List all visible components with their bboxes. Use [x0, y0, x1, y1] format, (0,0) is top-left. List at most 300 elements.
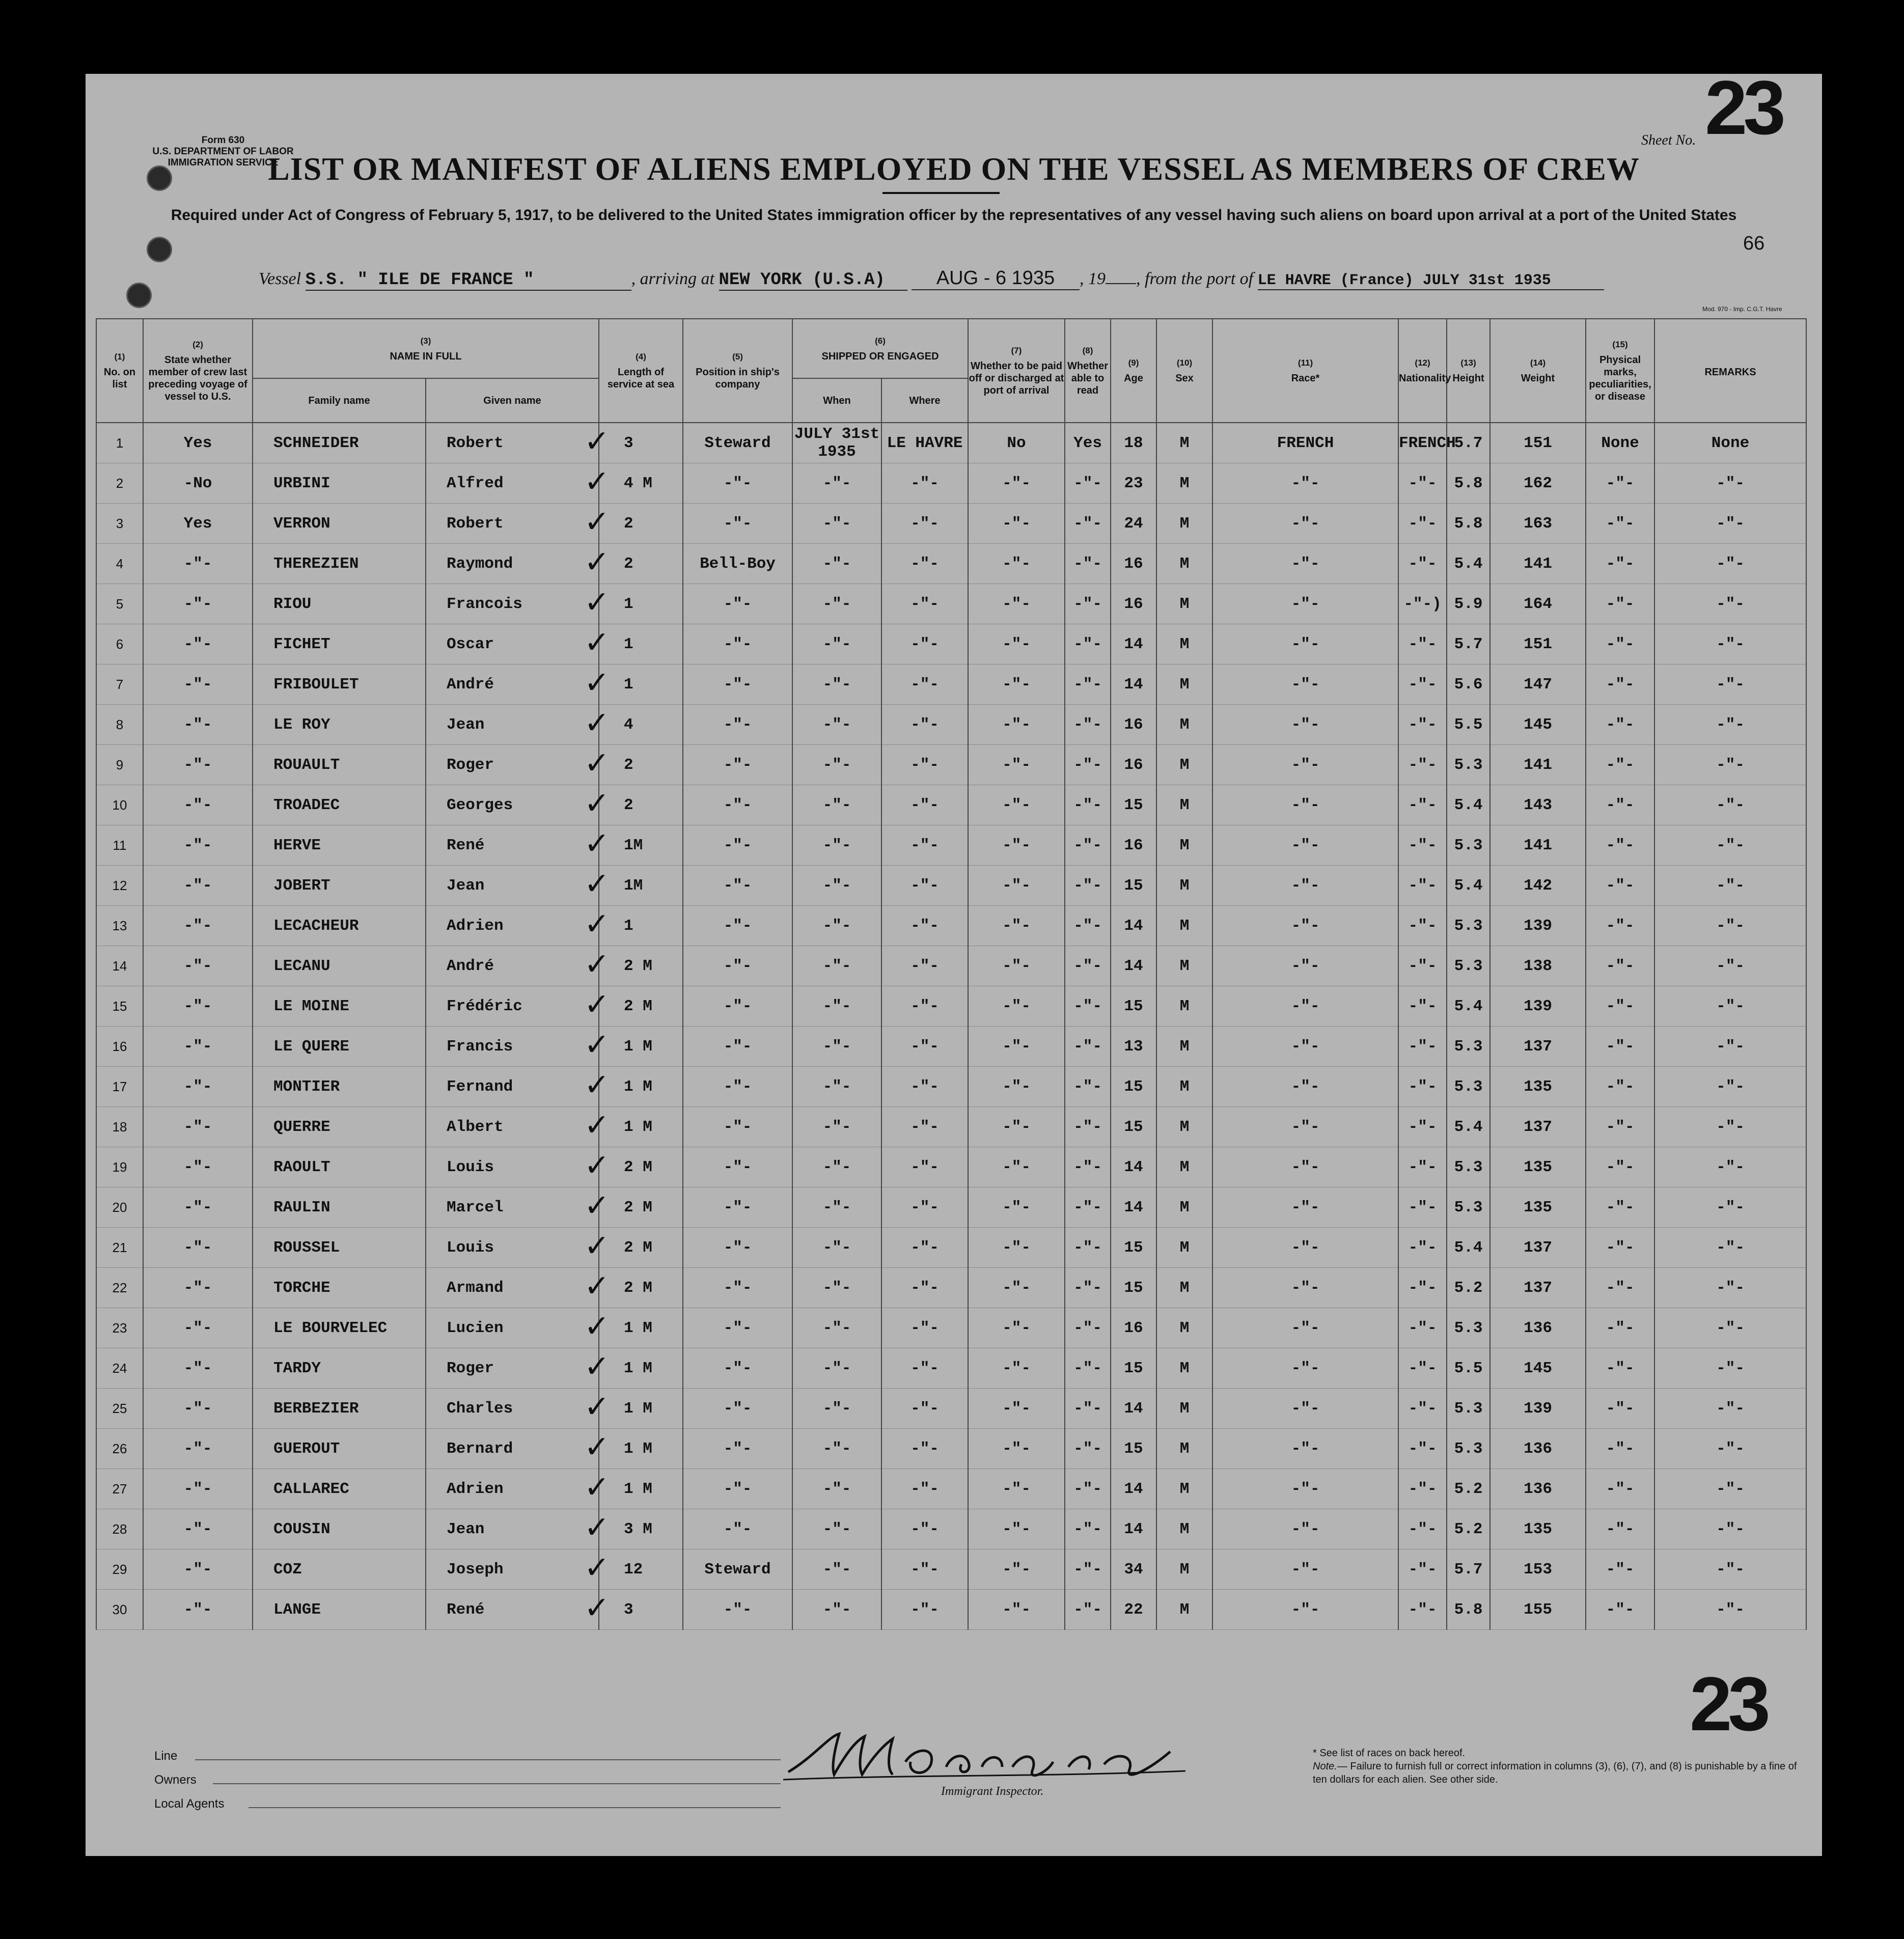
remarks-cell: -"-: [1654, 946, 1806, 986]
height-cell: 5.3: [1447, 1429, 1490, 1469]
physical-marks-cell: -"-: [1586, 785, 1654, 825]
table-row: [96, 906, 1806, 946]
position-cell: -"-: [683, 1268, 792, 1308]
sex-cell: M: [1156, 504, 1212, 544]
sex-cell: M: [1156, 1348, 1212, 1389]
paid-off-cell: -"-: [968, 463, 1065, 504]
shipped-where-cell: -"-: [881, 1429, 968, 1469]
previous-voyage-cell: -"-: [143, 1389, 253, 1429]
nationality-cell: -"-: [1398, 866, 1447, 906]
col-prev-voyage: (2) State whether member of crew last preceding voyage of vessel to U.S.: [143, 319, 253, 423]
sex-cell: M: [1156, 745, 1212, 785]
able-to-read-cell: -"-: [1065, 1147, 1111, 1187]
year-label: , 19: [1080, 269, 1106, 288]
check-mark-icon: ✓: [584, 504, 610, 540]
check-mark-icon: ✓: [584, 1268, 610, 1304]
race-cell: -"-: [1212, 986, 1398, 1027]
service-length-value: 2 M: [624, 1198, 652, 1216]
able-to-read-cell: -"-: [1065, 1027, 1111, 1067]
position-cell: -"-: [683, 785, 792, 825]
service-length-cell: [584, 1027, 683, 1067]
service-length-value: 1 M: [624, 1077, 652, 1096]
check-mark-icon: ✓: [584, 826, 610, 862]
sex-cell: M: [1156, 624, 1212, 664]
col-race: (11) Race*: [1212, 319, 1398, 423]
previous-voyage-cell: -"-: [143, 1549, 253, 1590]
check-mark-icon: ✓: [584, 1107, 610, 1143]
shipped-when-cell: -"-: [792, 1067, 881, 1107]
physical-marks-cell: -"-: [1586, 1187, 1654, 1228]
nationality-cell: -"-: [1398, 1549, 1447, 1590]
previous-voyage-cell: -"-: [143, 745, 253, 785]
physical-marks-cell: -"-: [1586, 1429, 1654, 1469]
sex-cell: M: [1156, 1107, 1212, 1147]
given-name-cell: Jean: [426, 705, 599, 745]
service-length-value: 2: [624, 514, 633, 533]
weight-cell: 137: [1490, 1107, 1586, 1147]
race-cell: -"-: [1212, 745, 1398, 785]
table-row: [96, 705, 1806, 745]
row-number-cell: 25: [96, 1389, 143, 1429]
table-row: [96, 866, 1806, 906]
sex-cell: M: [1156, 705, 1212, 745]
physical-marks-cell: -"-: [1586, 1590, 1654, 1630]
remarks-cell: -"-: [1654, 1187, 1806, 1228]
sex-cell: M: [1156, 785, 1212, 825]
able-to-read-cell: -"-: [1065, 906, 1111, 946]
shipped-when-cell: -"-: [792, 1549, 881, 1590]
paid-off-cell: -"-: [968, 584, 1065, 624]
service-length-value: 2 M: [624, 997, 652, 1015]
shipped-where-cell: -"-: [881, 1348, 968, 1389]
check-mark-icon: ✓: [584, 745, 610, 781]
position-cell: -"-: [683, 986, 792, 1027]
position-cell: -"-: [683, 1509, 792, 1549]
page-title: LIST OR MANIFEST OF ALIENS EMPLOYED ON THE VESSEL AS MEMBERS OF CREW: [268, 151, 1640, 187]
race-cell: -"-: [1212, 946, 1398, 986]
shipped-when-cell: -"-: [792, 544, 881, 584]
able-to-read-cell: -"-: [1065, 1549, 1111, 1590]
shipped-where-cell: -"-: [881, 624, 968, 664]
age-cell: 15: [1111, 785, 1156, 825]
able-to-read-cell: -"-: [1065, 1469, 1111, 1509]
shipped-where-cell: -"-: [881, 705, 968, 745]
row-number-cell: 8: [96, 705, 143, 745]
service-length-value: 1: [624, 635, 633, 653]
physical-marks-cell: -"-: [1586, 866, 1654, 906]
table-row: [96, 664, 1806, 705]
sex-cell: M: [1156, 423, 1212, 463]
shipped-where-cell: LE HAVRE: [881, 423, 968, 463]
weight-cell: 137: [1490, 1027, 1586, 1067]
given-name-cell: Charles: [426, 1389, 599, 1429]
shipped-when-cell: -"-: [792, 1147, 881, 1187]
service-length-value: 2: [624, 756, 633, 774]
given-name-cell: Francois: [426, 584, 599, 624]
age-cell: 15: [1111, 1067, 1156, 1107]
shipped-when-cell: -"-: [792, 1228, 881, 1268]
col-height: (13) Height: [1447, 319, 1490, 423]
race-cell: -"-: [1212, 1067, 1398, 1107]
position-cell: -"-: [683, 866, 792, 906]
service-length-cell: [584, 624, 683, 664]
table-row: [96, 1429, 1806, 1469]
check-mark-icon: ✓: [584, 665, 610, 701]
nationality-cell: -"-: [1398, 1348, 1447, 1389]
service-length-value: 1: [624, 917, 633, 935]
family-name-cell: SCHNEIDER: [253, 423, 426, 463]
shipped-where-cell: -"-: [881, 745, 968, 785]
remarks-cell: -"-: [1654, 1549, 1806, 1590]
age-cell: 15: [1111, 1348, 1156, 1389]
row-number-cell: 24: [96, 1348, 143, 1389]
able-to-read-cell: -"-: [1065, 705, 1111, 745]
shipped-when-cell: -"-: [792, 1590, 881, 1630]
height-cell: 5.4: [1447, 544, 1490, 584]
position-cell: -"-: [683, 504, 792, 544]
shipped-when-cell: -"-: [792, 1469, 881, 1509]
previous-voyage-cell: -"-: [143, 1187, 253, 1228]
row-number-cell: 16: [96, 1027, 143, 1067]
note-prefix: Note.—: [1313, 1761, 1347, 1772]
weight-cell: 141: [1490, 825, 1586, 866]
table-row: [96, 463, 1806, 504]
check-mark-icon: ✓: [584, 424, 610, 459]
height-cell: 5.6: [1447, 664, 1490, 705]
previous-voyage-cell: -"-: [143, 705, 253, 745]
row-number-cell: 6: [96, 624, 143, 664]
race-cell: -"-: [1212, 906, 1398, 946]
age-cell: 14: [1111, 1389, 1156, 1429]
race-cell: -"-: [1212, 1389, 1398, 1429]
age-cell: 16: [1111, 544, 1156, 584]
table-row: [96, 1348, 1806, 1389]
family-name-cell: QUERRE: [253, 1107, 426, 1147]
physical-marks-cell: -"-: [1586, 906, 1654, 946]
given-name-cell: René: [426, 825, 599, 866]
sex-cell: M: [1156, 946, 1212, 986]
col-sex: (10) Sex: [1156, 319, 1212, 423]
family-name-cell: LANGE: [253, 1590, 426, 1630]
previous-voyage-cell: -"-: [143, 544, 253, 584]
departure-port: LE HAVRE (France) JULY 31st 1935: [1258, 272, 1604, 290]
col-able-to-read: (8) Whether able to read: [1065, 319, 1111, 423]
age-cell: 16: [1111, 1308, 1156, 1348]
row-number-cell: 9: [96, 745, 143, 785]
service-length-value: 1: [624, 595, 633, 613]
previous-voyage-cell: -"-: [143, 785, 253, 825]
service-length-value: 1 M: [624, 1359, 652, 1377]
paid-off-cell: -"-: [968, 946, 1065, 986]
height-cell: 5.9: [1447, 584, 1490, 624]
previous-voyage-cell: -"-: [143, 825, 253, 866]
remarks-cell: -"-: [1654, 1429, 1806, 1469]
shipped-where-cell: -"-: [881, 544, 968, 584]
position-cell: -"-: [683, 1348, 792, 1389]
table-row: [96, 1469, 1806, 1509]
shipped-where-cell: -"-: [881, 825, 968, 866]
able-to-read-cell: -"-: [1065, 1107, 1111, 1147]
paid-off-cell: -"-: [968, 1469, 1065, 1509]
sex-cell: M: [1156, 1308, 1212, 1348]
position-cell: -"-: [683, 1389, 792, 1429]
service-name: IMMIGRATION SERVICE: [168, 157, 279, 168]
height-cell: 5.2: [1447, 1509, 1490, 1549]
physical-marks-cell: -"-: [1586, 1308, 1654, 1348]
col-remarks: REMARKS: [1654, 319, 1806, 423]
race-cell: -"-: [1212, 463, 1398, 504]
shipped-when-cell: -"-: [792, 946, 881, 986]
paid-off-cell: -"-: [968, 664, 1065, 705]
given-name-cell: Frédéric: [426, 986, 599, 1027]
sex-cell: M: [1156, 866, 1212, 906]
age-cell: 23: [1111, 463, 1156, 504]
shipped-where-cell: -"-: [881, 946, 968, 986]
owners-field: [213, 1783, 781, 1784]
height-cell: 5.3: [1447, 1308, 1490, 1348]
weight-cell: 145: [1490, 705, 1586, 745]
previous-voyage-cell: -"-: [143, 1228, 253, 1268]
line-label: Line: [154, 1749, 178, 1763]
col-age: (9) Age: [1111, 319, 1156, 423]
vessel-label: Vessel: [259, 269, 301, 288]
given-name-cell: Adrien: [426, 906, 599, 946]
previous-voyage-cell: -"-: [143, 1067, 253, 1107]
given-name-cell: Roger: [426, 1348, 599, 1389]
height-cell: 5.3: [1447, 906, 1490, 946]
family-name-cell: COZ: [253, 1549, 426, 1590]
table-row: [96, 423, 1806, 463]
weight-cell: 145: [1490, 1348, 1586, 1389]
paid-off-cell: -"-: [968, 986, 1065, 1027]
height-cell: 5.4: [1447, 986, 1490, 1027]
weight-cell: 151: [1490, 423, 1586, 463]
service-length-cell: [584, 866, 683, 906]
height-cell: 5.4: [1447, 785, 1490, 825]
row-number-cell: 27: [96, 1469, 143, 1509]
check-mark-icon: ✓: [584, 1429, 610, 1465]
service-length-value: 1 M: [624, 1118, 652, 1136]
height-cell: 5.7: [1447, 1549, 1490, 1590]
service-length-value: 1 M: [624, 1037, 652, 1056]
service-length-cell: [584, 544, 683, 584]
family-name-cell: CALLAREC: [253, 1469, 426, 1509]
sex-cell: M: [1156, 825, 1212, 866]
service-length-cell: [584, 423, 683, 463]
able-to-read-cell: -"-: [1065, 544, 1111, 584]
race-cell: -"-: [1212, 705, 1398, 745]
service-length-cell: [584, 705, 683, 745]
family-name-cell: RAULIN: [253, 1187, 426, 1228]
physical-marks-cell: -"-: [1586, 544, 1654, 584]
physical-marks-cell: -"-: [1586, 1147, 1654, 1187]
physical-marks-cell: -"-: [1586, 946, 1654, 986]
col-shipped-where: Where: [881, 378, 968, 423]
service-length-cell: [584, 1228, 683, 1268]
table-row: [96, 504, 1806, 544]
weight-cell: 164: [1490, 584, 1586, 624]
given-name-cell: Robert: [426, 423, 599, 463]
shipped-when-cell: -"-: [792, 664, 881, 705]
previous-voyage-cell: -"-: [143, 1590, 253, 1630]
given-name-cell: Bernard: [426, 1429, 599, 1469]
col-service-length: (4) Length of service at sea: [599, 319, 683, 423]
service-length-cell: [584, 1429, 683, 1469]
check-mark-icon: ✓: [584, 1349, 610, 1384]
race-cell: -"-: [1212, 1147, 1398, 1187]
family-name-cell: TARDY: [253, 1348, 426, 1389]
service-length-cell: [584, 825, 683, 866]
weight-cell: 135: [1490, 1067, 1586, 1107]
age-cell: 18: [1111, 423, 1156, 463]
weight-cell: 151: [1490, 624, 1586, 664]
shipped-when-cell: -"-: [792, 1027, 881, 1067]
able-to-read-cell: -"-: [1065, 1308, 1111, 1348]
sex-cell: M: [1156, 584, 1212, 624]
shipped-when-cell: -"-: [792, 504, 881, 544]
col-family-name: Family name: [253, 378, 426, 423]
check-mark-icon: ✓: [584, 1550, 610, 1586]
able-to-read-cell: -"-: [1065, 1389, 1111, 1429]
remarks-cell: -"-: [1654, 1107, 1806, 1147]
row-number-cell: 11: [96, 825, 143, 866]
note-text: Failure to furnish full or correct information in columns (3), (6), (7), and (8) is punishable by a fine of ten dollars for each alien. See other side.: [1313, 1761, 1797, 1785]
family-name-cell: FICHET: [253, 624, 426, 664]
physical-marks-cell: -"-: [1586, 705, 1654, 745]
shipped-where-cell: -"-: [881, 866, 968, 906]
sex-cell: M: [1156, 1187, 1212, 1228]
height-cell: 5.4: [1447, 1107, 1490, 1147]
paid-off-cell: -"-: [968, 1027, 1065, 1067]
age-cell: 15: [1111, 1268, 1156, 1308]
row-number-cell: 3: [96, 504, 143, 544]
family-name-cell: MONTIER: [253, 1067, 426, 1107]
nationality-cell: -"-: [1398, 906, 1447, 946]
family-name-cell: COUSIN: [253, 1509, 426, 1549]
remarks-cell: -"-: [1654, 544, 1806, 584]
check-mark-icon: ✓: [584, 866, 610, 902]
row-number-cell: 19: [96, 1147, 143, 1187]
check-mark-icon: ✓: [584, 1148, 610, 1183]
given-name-cell: René: [426, 1590, 599, 1630]
weight-cell: 147: [1490, 664, 1586, 705]
race-cell: -"-: [1212, 1509, 1398, 1549]
check-mark-icon: ✓: [584, 1309, 610, 1344]
inspector-signature: [783, 1726, 1191, 1787]
service-length-cell: [584, 1308, 683, 1348]
given-name-cell: Adrien: [426, 1469, 599, 1509]
age-cell: 14: [1111, 624, 1156, 664]
nationality-cell: -"-: [1398, 504, 1447, 544]
height-cell: 5.3: [1447, 1027, 1490, 1067]
row-number-cell: 23: [96, 1308, 143, 1348]
family-name-cell: RAOULT: [253, 1147, 426, 1187]
shipped-when-cell: -"-: [792, 1268, 881, 1308]
previous-voyage-cell: -"-: [143, 946, 253, 986]
table-row: [96, 1228, 1806, 1268]
shipped-where-cell: -"-: [881, 1027, 968, 1067]
age-cell: 15: [1111, 986, 1156, 1027]
table-row: [96, 1389, 1806, 1429]
table-row: [96, 1027, 1806, 1067]
weight-cell: 136: [1490, 1469, 1586, 1509]
form-number: Form 630: [201, 135, 245, 146]
age-cell: 22: [1111, 1590, 1156, 1630]
physical-marks-cell: -"-: [1586, 1027, 1654, 1067]
remarks-cell: -"-: [1654, 1389, 1806, 1429]
weight-cell: 162: [1490, 463, 1586, 504]
given-name-cell: Roger: [426, 745, 599, 785]
check-mark-icon: ✓: [584, 1590, 610, 1626]
height-cell: 5.3: [1447, 1067, 1490, 1107]
race-cell: -"-: [1212, 1348, 1398, 1389]
race-cell: -"-: [1212, 1549, 1398, 1590]
race-cell: -"-: [1212, 1228, 1398, 1268]
shipped-when-cell: -"-: [792, 785, 881, 825]
sex-cell: M: [1156, 1549, 1212, 1590]
table-row: [96, 584, 1806, 624]
height-cell: 5.3: [1447, 946, 1490, 986]
paid-off-cell: -"-: [968, 1107, 1065, 1147]
weight-cell: 135: [1490, 1509, 1586, 1549]
remarks-cell: -"-: [1654, 1469, 1806, 1509]
given-name-cell: André: [426, 946, 599, 986]
row-number-cell: 20: [96, 1187, 143, 1228]
table-row: [96, 1509, 1806, 1549]
remarks-cell: -"-: [1654, 745, 1806, 785]
service-length-value: 2 M: [624, 957, 652, 975]
position-cell: -"-: [683, 624, 792, 664]
shipped-where-cell: -"-: [881, 1268, 968, 1308]
shipped-where-cell: -"-: [881, 1590, 968, 1630]
nationality-cell: -"-: [1398, 1187, 1447, 1228]
race-cell: -"-: [1212, 1590, 1398, 1630]
age-cell: 14: [1111, 664, 1156, 705]
paid-off-cell: -"-: [968, 1429, 1065, 1469]
service-length-value: 2: [624, 796, 633, 814]
weight-cell: 139: [1490, 1389, 1586, 1429]
remarks-cell: -"-: [1654, 664, 1806, 705]
row-number-cell: 4: [96, 544, 143, 584]
col-name-in-full: (3) NAME IN FULL: [253, 319, 599, 378]
physical-marks-cell: -"-: [1586, 825, 1654, 866]
race-cell: -"-: [1212, 1268, 1398, 1308]
height-cell: 5.8: [1447, 463, 1490, 504]
sex-cell: M: [1156, 1268, 1212, 1308]
remarks-cell: -"-: [1654, 1067, 1806, 1107]
service-length-cell: [584, 1348, 683, 1389]
able-to-read-cell: -"-: [1065, 866, 1111, 906]
table-row: [96, 745, 1806, 785]
col-weight: (14) Weight: [1490, 319, 1586, 423]
service-length-cell: [584, 1147, 683, 1187]
race-cell: -"-: [1212, 504, 1398, 544]
physical-marks-cell: -"-: [1586, 1067, 1654, 1107]
vessel-line: [259, 267, 1761, 291]
table-row: [96, 544, 1806, 584]
service-length-cell: [584, 1469, 683, 1509]
physical-marks-cell: -"-: [1586, 1549, 1654, 1590]
family-name-cell: ROUAULT: [253, 745, 426, 785]
able-to-read-cell: Yes: [1065, 423, 1111, 463]
paid-off-cell: -"-: [968, 624, 1065, 664]
vessel-name: S.S. " ILE DE FRANCE ": [306, 270, 631, 291]
age-cell: 16: [1111, 745, 1156, 785]
check-mark-icon: ✓: [584, 1067, 610, 1103]
nationality-cell: -"-: [1398, 1067, 1447, 1107]
nationality-cell: -"-: [1398, 946, 1447, 986]
printer-imprint: Mod. 970 - Imp. C.G.T. Havre: [1702, 306, 1782, 313]
